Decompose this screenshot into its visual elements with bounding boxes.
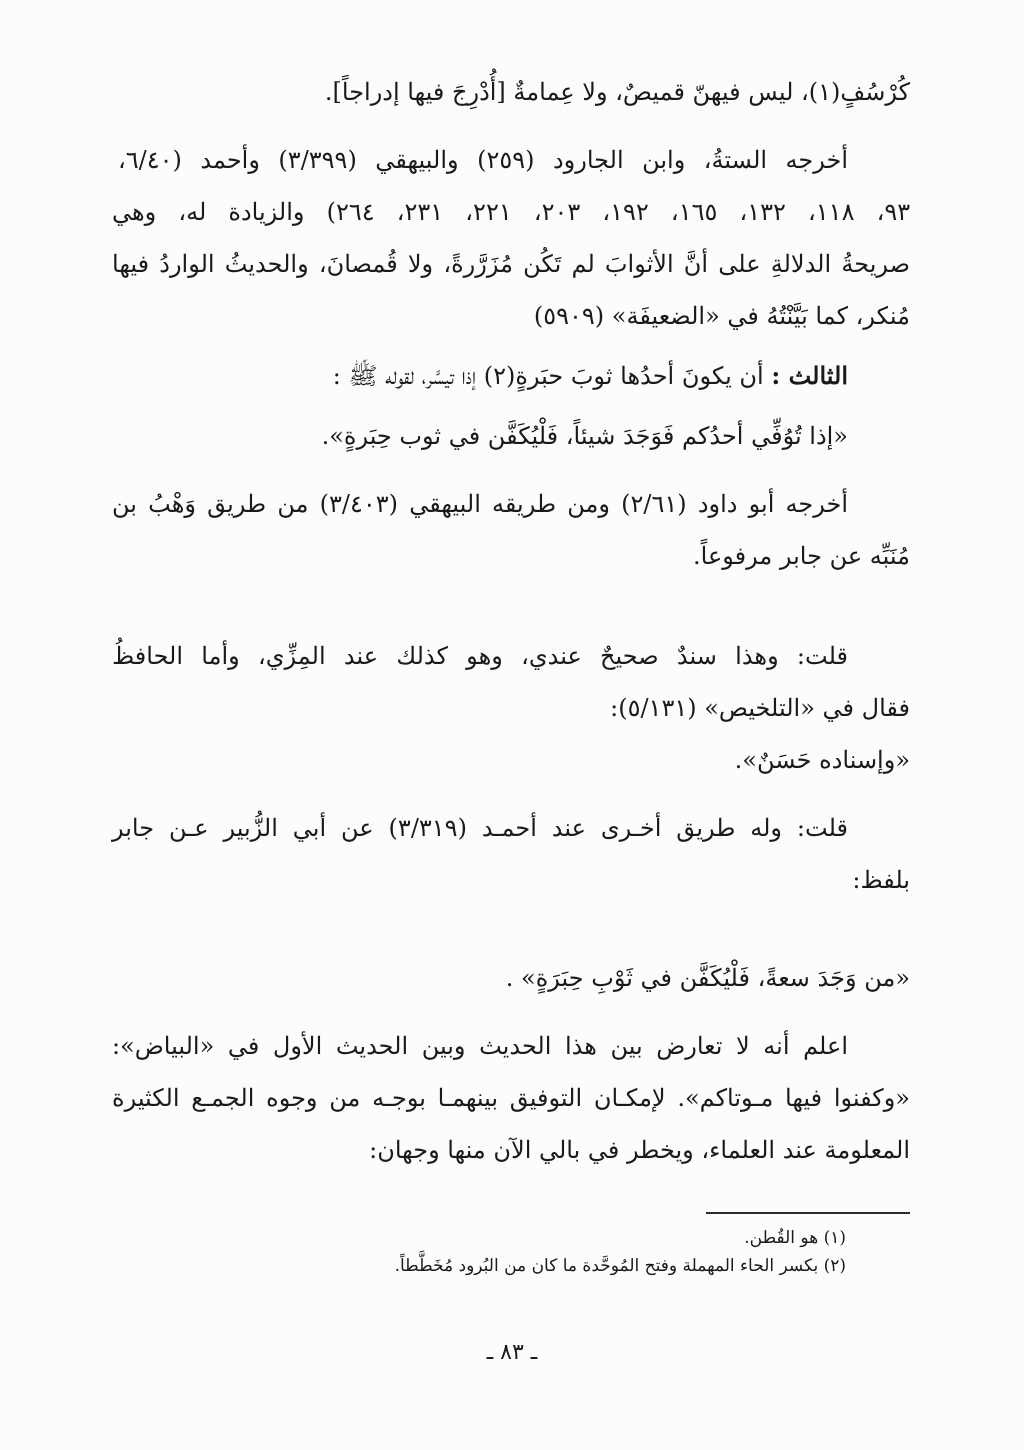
text-line-9: مُنَبِّه عن جابر مرفوعاً. — [693, 542, 910, 570]
page-number: ـ ٨٣ ـ — [486, 1340, 538, 1365]
text-line-3: ٩٣، ١١٨، ١٣٢، ١٦٥، ١٩٢، ٢٠٣، ٢٢١، ٢٣١، ٢٦٤) والزيادة له، وهي — [112, 198, 911, 226]
text-line-14: بلفظ: — [852, 866, 910, 894]
text-line-11: فقال في «التلخيص» (٥/١٣١): — [610, 694, 910, 722]
text-line-6: أن يكونَ أحدُها ثوبَ حبَرةٍ(٢) إذا تيسَّر، لقوله ﷺ : — [332, 362, 764, 390]
text-line-17: «وكفنوا فيها مـوتاكم». لإمكـان التوفيق بينهمـا بوجـه من وجوه الجمـع الكثيرة — [112, 1084, 910, 1112]
text-line-13: قلت: وله طريق أخـرى عند أحمـد (٣/٣١٩) عن أبي الزُّبير عـن جابر — [112, 814, 848, 842]
hadith-quote-1: «إذا تُوُفِّي أحدُكم فَوَجَدَ شيئاً، فَلْيُكَفَّن في ثوب حِبَرةٍ». — [321, 422, 848, 450]
third-label: الثالث : — [771, 361, 848, 390]
text-line-16: اعلم أنه لا تعارض بين هذا الحديث وبين الحديث الأول في «البياض»: — [112, 1032, 848, 1060]
footnote-1: (١) هو القُطن. — [744, 1228, 846, 1248]
text-line-10: قلت: وهذا سندٌ صحيحٌ عندي، وهو كذلك عند المِزِّي، وأما الحافظُ — [112, 642, 848, 670]
text-line-2: أخرجه الستةُ، وابن الجارود (٢٥٩) والبيهقي (٣/٣٩٩) وأحمد (٦/٤٠، — [118, 146, 848, 174]
text-line-4: صريحةُ الدلالةِ على أنَّ الأثوابَ لم تَكُن مُزَرَّرةً، ولا قُمصانَ، والحديثُ الواردُ فيها — [112, 250, 910, 278]
text-line-8: أخرجه أبو داود (٢/٦١) ومن طريقه البيهقي (٣/٤٠٣) من طريق وَهْبُ بن — [112, 490, 848, 518]
footnote-2: (٢) بكسر الحاء المهملة وفتح المُوحَّدة ما كان من البُرود مُخَطَّطاً. — [394, 1256, 846, 1276]
text-line-18: المعلومة عند العلماء، ويخطر في بالي الآن منها وجهان: — [369, 1136, 910, 1164]
footnote-separator — [706, 1212, 910, 1214]
hadith-quote-2: «من وَجَدَ سعةً، فَلْيُكَفَّن في ثَوْبِ حِبَرَةٍ» . — [505, 964, 910, 992]
third-condition-line — [240, 356, 848, 396]
text-line-12: «وإسناده حَسَنٌ». — [734, 746, 910, 774]
text-line-5: مُنكر، كما بَيَّنْتُهُ في «الضعيفَة» (٥٩٠٩) — [533, 302, 910, 330]
text-line-1: كُرْسُفٍ(١)، ليس فيهنّ قميصٌ، ولا عِمامةٌ [أُدْرِجَ فيها إدراجاً]. — [324, 78, 910, 106]
